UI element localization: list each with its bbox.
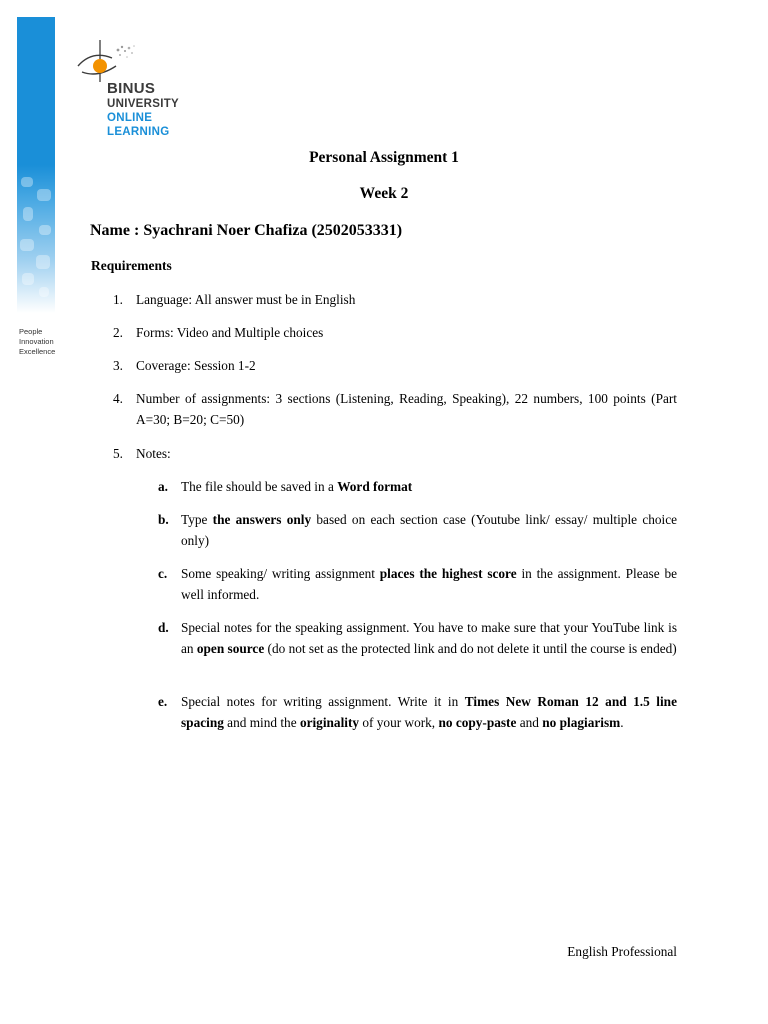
note-letter: d. — [158, 620, 169, 635]
note-item — [158, 692, 677, 733]
note-text: Type the answers only based on each section case (Youtube link/ essay/ multiple choice only) — [181, 512, 678, 548]
requirements-heading: Requirements — [91, 258, 172, 273]
brand-tagline — [19, 327, 55, 357]
binus-logo — [72, 36, 192, 146]
tagline-excellence: Excellence — [19, 347, 56, 356]
requirement-text: Language: All answer must be in English — [136, 292, 356, 307]
requirement-number: 1. — [113, 292, 123, 307]
note-item — [158, 618, 677, 659]
logo-university-text: UNIVERSITY — [107, 98, 180, 110]
note-text: The file should be saved in a Word format — [181, 479, 413, 494]
requirement-number: 3. — [113, 358, 123, 373]
requirement-text: Number of assignments: 3 sections (Listening, Reading, Speaking), 22 numbers, 100 points (Part A=30; B=20; C=50) — [136, 391, 677, 427]
requirement-item — [113, 323, 677, 344]
requirement-item — [113, 444, 677, 465]
note-letter: a. — [158, 479, 168, 494]
requirement-text: Notes: — [136, 446, 171, 461]
logo-online-text: ONLINE — [107, 112, 153, 124]
tagline-people: People — [19, 327, 43, 336]
requirement-item — [113, 290, 677, 311]
requirement-item — [113, 389, 677, 430]
note-item — [158, 477, 677, 498]
requirement-number: 4. — [113, 391, 123, 406]
requirement-text: Forms: Video and Multiple choices — [136, 325, 324, 340]
footer-course-name: English Professional — [567, 944, 677, 959]
note-letter: e. — [158, 694, 168, 709]
binus-logo-mark-icon — [72, 36, 152, 86]
logo-learning-text: LEARNING — [107, 126, 170, 138]
tagline-innovation: Innovation — [19, 337, 54, 346]
note-letter: b. — [158, 512, 169, 527]
student-name: Name : Syachrani Noer Chafiza (2502053331) — [90, 222, 403, 239]
note-item — [158, 564, 677, 605]
requirement-number: 5. — [113, 446, 123, 461]
requirement-text: Coverage: Session 1-2 — [136, 358, 256, 373]
requirement-number: 2. — [113, 325, 123, 340]
week-label: Week 2 — [359, 185, 409, 202]
document-title: Personal Assignment 1 — [309, 149, 459, 166]
note-item — [158, 510, 677, 551]
logo-binus-text: BINUS — [107, 80, 156, 97]
note-text: Some speaking/ writing assignment places the highest score in the assignment. Please be well informed. — [181, 566, 677, 602]
logo-wordmark — [107, 80, 179, 139]
note-text: Special notes for the speaking assignment. You have to make sure that your YouTube link is an open source (do not set as the protected link and do not delete it until the course is ended) — [181, 620, 677, 656]
requirement-item — [113, 356, 677, 377]
note-text: Special notes for writing assignment. Write it in Times New Roman 12 and 1.5 line spacing and mind the originality of your work, no copy-paste and no plagiarism. — [181, 694, 677, 730]
note-letter: c. — [158, 566, 168, 581]
